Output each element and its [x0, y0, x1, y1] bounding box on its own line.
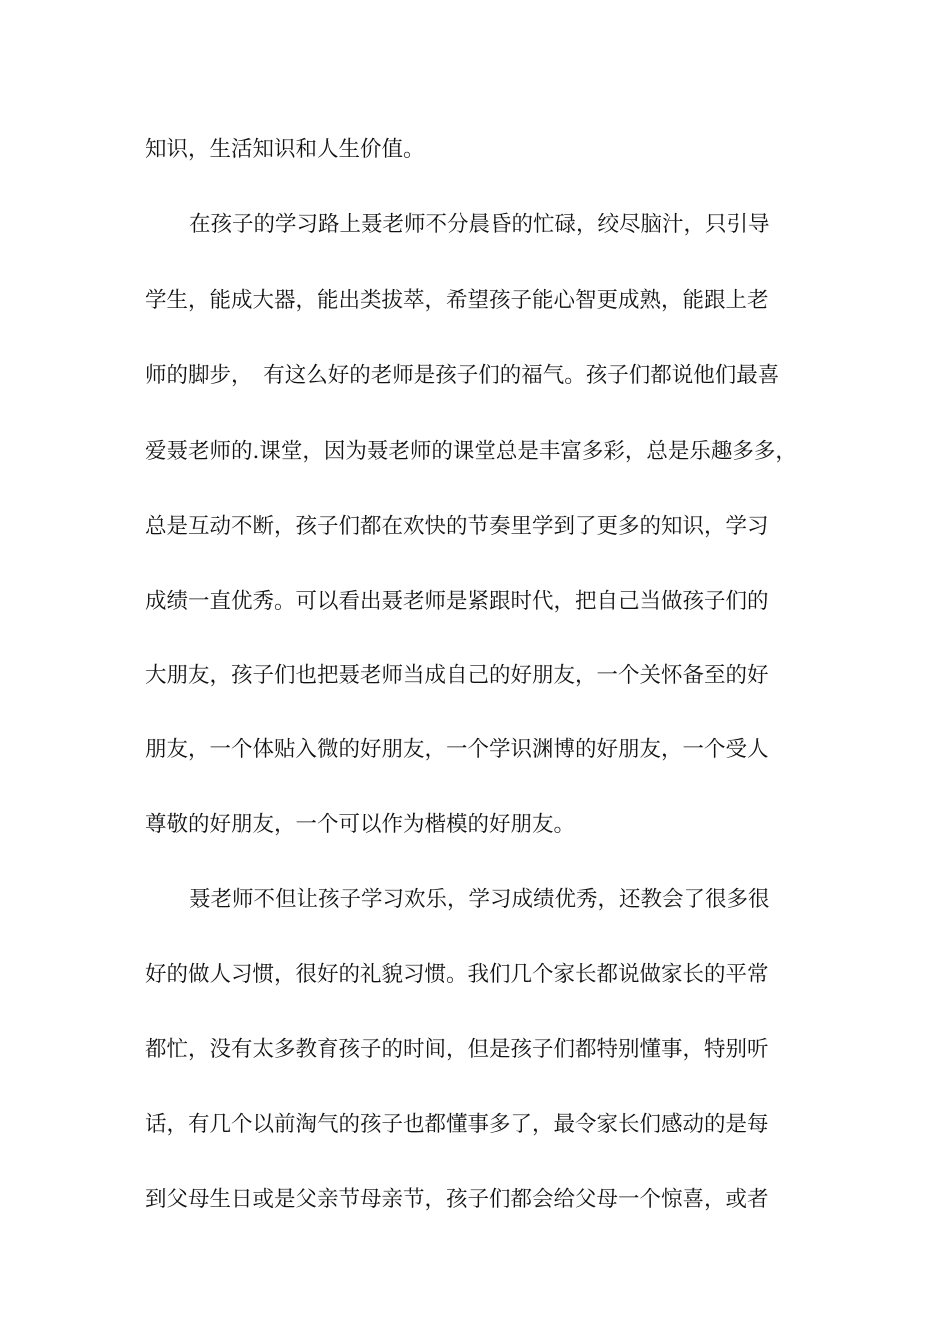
- text-line-5: 爱聂老师的.课堂，因为聂老师的课堂总是丰富多彩，总是乐趣多多，: [145, 439, 797, 464]
- text-line-4: 师的脚步， 有这么好的老师是孩子们的福气。孩子们都说他们最喜: [145, 363, 780, 388]
- text-line-9: 朋友，一个体贴入微的好朋友，一个学识渊博的好朋友，一个受人: [145, 737, 769, 762]
- text-line-10: 尊敬的好朋友，一个可以作为楷模的好朋友。: [145, 812, 576, 837]
- text-line-11: 聂老师不但让孩子学习欢乐，学习成绩优秀，还教会了很多很: [189, 887, 770, 912]
- text-line-7: 成绩一直优秀。可以看出聂老师是紧跟时代，把自己当做孩子们的: [145, 589, 769, 614]
- text-line-6: 总是互动不断，孩子们都在欢快的节奏里学到了更多的知识，学习: [145, 514, 769, 539]
- text-line-14: 话，有几个以前淘气的孩子也都懂事多了，最令家长们感动的是每: [145, 1112, 769, 1137]
- text-line-1: 知识，生活知识和人生价值。: [145, 137, 425, 162]
- text-line-8: 大朋友，孩子们也把聂老师当成自己的好朋友，一个关怀备至的好: [145, 663, 769, 688]
- text-line-2: 在孩子的学习路上聂老师不分晨昏的忙碌，绞尽脑汁，只引导: [189, 212, 770, 237]
- text-line-12: 好的做人习惯，很好的礼貌习惯。我们几个家长都说做家长的平常: [145, 962, 769, 987]
- text-line-3: 学生，能成大器，能出类拔萃，希望孩子能心智更成熟，能跟上老: [145, 288, 769, 313]
- text-line-15: 到父母生日或是父亲节母亲节，孩子们都会给父母一个惊喜，或者: [145, 1187, 769, 1212]
- text-line-13: 都忙，没有太多教育孩子的时间，但是孩子们都特别懂事，特别听: [145, 1037, 769, 1062]
